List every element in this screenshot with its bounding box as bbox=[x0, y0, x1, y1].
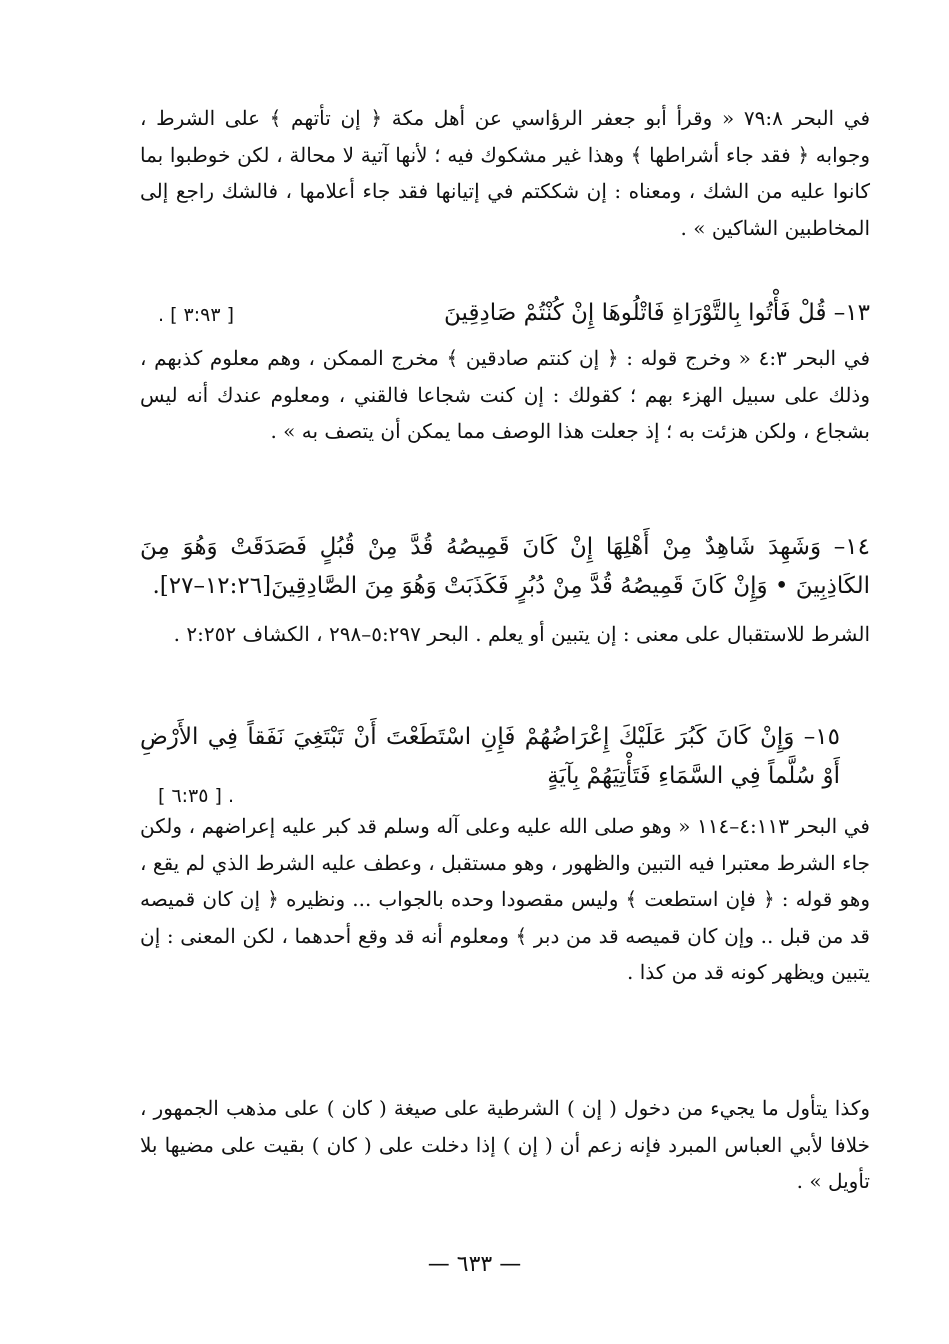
paragraph-mubarrad: وكذا يتأول ما يجيء من دخول ( إن ) الشرطية على صيغة ( كان ) على مذهب الجمهور ، خلافا لأبي العباس المبرد فإنه زعم أن ( إن ) إذا دخلت على ( كان ) بقيت على مضيها بلا تأويل » . bbox=[140, 1096, 870, 1193]
verse-13-reference: [ ٣:٩٣ ] . bbox=[158, 304, 235, 326]
verse-14: ١٤– وَشَهِدَ شَاهِدٌ مِنْ أَهْلِهَا إِنْ كَانَ قَمِيصُهُ قُدَّ مِنْ قُبُلٍ فَصَدَقَتْ وَهُوَ مِنَ الكَاذِبِينَ • وَإِنْ كَانَ قَمِيصُهُ قُدَّ مِنْ دُبُرٍ فَكَذَبَتْ وَهُوَ مِنَ الصَّادِقِينَ[١٢:٢٦–٢٧]. bbox=[140, 534, 870, 599]
verse-15-text: ١٥– وَإِنْ كَانَ كَبُرَ عَلَيْكَ إِعْرَاضُهُمْ فَإِنِ اسْتَطَعْتَ أَنْ تَبْتَغِيَ نَفَقاً فِي الأَرْضِ أَوْ سُلَّماً فِي السَّمَاءِ فَتَأْتِيَهُمْ بِآيَةٍ bbox=[140, 724, 840, 789]
page-number: — ٦٣٣ — bbox=[427, 1252, 522, 1277]
paragraph-bahr-4-113: في البحر ٤:١١٣–١١٤ « وهو صلى الله عليه وعلى آله وسلم قد كبر عليه إعراضهم ، ولكن جاء الشرط معتبرا فيه التبين والظهور ، وهو مستقبل ، وعطف عليه الشرط الذي لم يقع ، وهو قوله : ﴿ فإن استطعت ﴾ وليس مقصودا وحده بالجواب ... ونظيره ﴿ إن كان قميصه قد من قبل .. وإن كان قميصه قد من دبر ﴾ ومعلوم أنه قد وقع أحدهما ، لكن المعنى : إن يتبين ويظهر كونه قد من كذا . bbox=[140, 814, 870, 984]
paragraph-bahr-4-3: في البحر ٤:٣ « وخرج قوله : ﴿ إن كنتم صادقين ﴾ مخرج الممكن ، وهم معلوم كذبهم ، وذلك على سبيل الهزء بهم ؛ كقولك : إن كنت شجاعا فالقني ، ومعلوم عندك أنه ليس بشجاع ، ولكن هزئت به ؛ إذ جعلت هذا الوصف مما يمكن أن يتصف به » . bbox=[140, 346, 871, 443]
verse-13-text: ١٣– قُلْ فَأْتُوا بِالتَّوْرَاةِ فَاتْلُوهَا إِنْ كُنْتُمْ صَادِقِينَ bbox=[444, 300, 870, 326]
verse-15-reference: [ ٦:٣٥ ] . bbox=[158, 785, 235, 807]
paragraph-bahr-79-8: في البحر ٧٩:٨ « وقرأ أبو جعفر الرؤاسي عن أهل مكة ﴿ إن تأتهم ﴾ على الشرط ، وجوابه ﴿ فقد جاء أشراطها ﴾ وهذا غير مشكوك فيه ؛ لأنها آتية لا محالة ، لكن خوطبوا بما كانوا عليه من الشك ، ومعناه : إن شككتم في إتيانها فقد جاء أعلامها ، فالشك راجع إلى المخاطبين الشاكين » . bbox=[140, 106, 870, 240]
paragraph-condition-future: الشرط للاستقبال على معنى : إن يتبين أو يعلم . البحر ٥:٢٩٧–٢٩٨ ، الكشاف ٢:٢٥٢ . bbox=[173, 622, 870, 646]
verse-13 bbox=[140, 300, 870, 340]
